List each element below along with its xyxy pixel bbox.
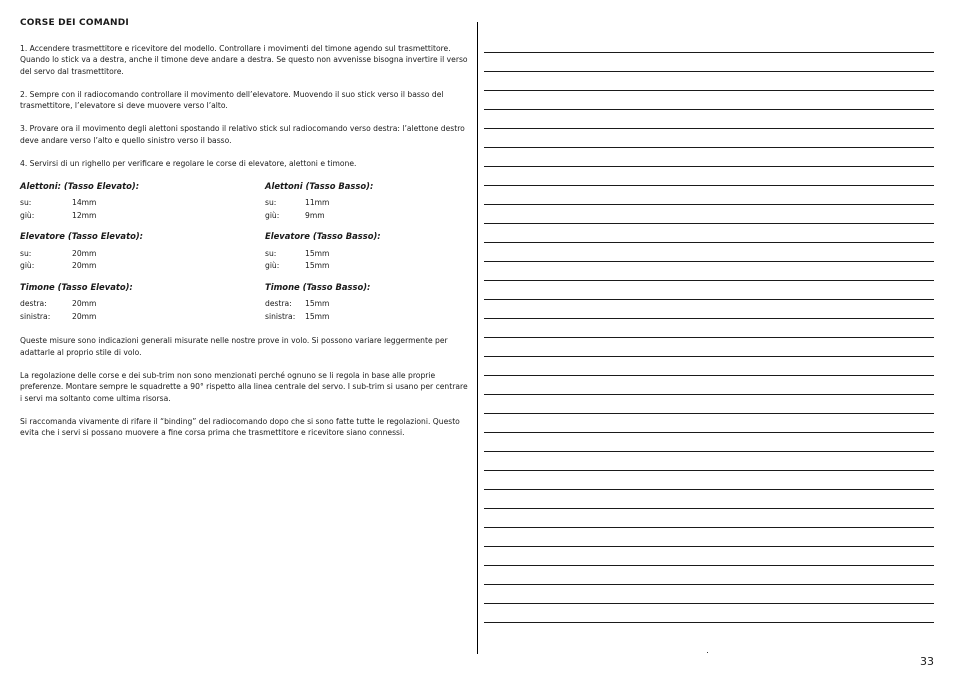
step-4-paragraph: 4. Servirsi di un righello per verificare e regolare le corse di elevatore, alettoni e timone. (20, 158, 357, 168)
block-title: Elevatore (Tasso Elevato): (20, 231, 144, 241)
notes-lines (484, 34, 934, 641)
throw-label: su: (20, 248, 32, 258)
throw-row (20, 210, 265, 223)
throw-row (265, 210, 465, 223)
throw-label: su: (265, 248, 277, 258)
throw-label: destra: (20, 299, 47, 308)
ailerons-high-rate (20, 181, 265, 223)
rudder-low-rate (265, 282, 465, 324)
rudder-high-rate (20, 282, 265, 324)
throw-label: sinistra: (20, 311, 51, 321)
note-paragraph: Queste misure sono indicazioni generali misurate nelle nostre prove in volo. Si possono variare leggermente per adattarle al proprio stile di volo. (20, 336, 448, 357)
throw-row (20, 311, 265, 324)
throw-value: 15mm (305, 261, 330, 270)
throw-row (265, 248, 465, 261)
block-title: Timone (Tasso Basso): (265, 281, 371, 292)
step-3-paragraph: 3. Provare ora il movimento degli alettoni spostando il relativo stick sul radiocomando verso destra: l’alettone destro deve andare verso l’alto e quello sinistro verso il basso. (20, 124, 465, 145)
block-title: Elevatore (Tasso Basso): (265, 231, 381, 241)
throw-value: 20mm (72, 299, 97, 308)
block-title: Alettoni: (Tasso Elevato): (20, 180, 140, 191)
throw-value: 9mm (305, 210, 325, 220)
print-dot (707, 652, 708, 653)
throw-value: 14mm (72, 198, 97, 207)
throw-value: 12mm (72, 210, 97, 220)
throw-row (265, 298, 465, 311)
ailerons-low-rate (265, 181, 465, 223)
throw-label: destra: (265, 299, 292, 308)
throw-label: su: (20, 198, 32, 207)
instructions-column (20, 18, 468, 450)
throw-value: 20mm (72, 311, 97, 321)
page-number: 33 (920, 655, 934, 668)
throw-row (265, 197, 465, 210)
throw-label: giù: (265, 261, 280, 270)
throw-row (265, 260, 465, 273)
throw-label: giù: (265, 210, 280, 220)
throw-value: 20mm (72, 261, 97, 270)
step-2-paragraph: 2. Sempre con il radiocomando controllare il movimento dell’elevatore. Muovendo il suo stick verso il basso del trasmettitore, l’elevatore si deve muovere verso l’alto. (20, 89, 444, 110)
throw-row (20, 298, 265, 311)
throw-label: giù: (20, 210, 35, 220)
control-throws-grid (20, 181, 468, 324)
throw-row (20, 248, 265, 261)
throw-label: giù: (20, 261, 35, 270)
block-title: Timone (Tasso Elevato): (20, 281, 133, 292)
throw-row (20, 260, 265, 273)
throw-value: 15mm (305, 299, 330, 308)
throw-label: su: (265, 198, 277, 207)
throw-value: 11mm (305, 198, 330, 207)
step-1-paragraph: 1. Accendere trasmettitore e ricevitore del modello. Controllare i movimenti del timone agendo sul trasmettitore. Quando lo stick va a destra, anche il timone deve andare a destra. Se questo non avvenisse bisogna invertire il verso del servo dal trasmettitore. (20, 43, 468, 76)
binding-paragraph: Si raccomanda vivamente di rifare il “binding” del radiocomando dopo che si sono fatte tutte le regolazioni. Questo evita che i servi si possano muovere a fine corsa prima che trasmettitore e ricevitore siano connessi. (20, 416, 460, 437)
throw-label: sinistra: (265, 311, 296, 321)
elevator-high-rate (20, 231, 265, 273)
throw-value: 15mm (305, 248, 330, 258)
throw-row (20, 197, 265, 210)
subtrim-paragraph: La regolazione delle corse e dei sub-trim non sono menzionati perché ognuno se li regola in base alle proprie preferenze. Montare sempre le squadrette a 90° rispetto alla linea centrale del servo. I sub-trim si usano per centrare i servi ma soltanto come ultima risorsa. (20, 370, 468, 403)
section-title: CORSE DEI COMANDI (20, 18, 129, 28)
block-title: Alettoni (Tasso Basso): (265, 180, 374, 191)
column-divider (477, 22, 478, 654)
throw-value: 20mm (72, 248, 97, 258)
elevator-low-rate (265, 231, 465, 273)
throw-value: 15mm (305, 311, 330, 321)
throw-row (265, 311, 465, 324)
